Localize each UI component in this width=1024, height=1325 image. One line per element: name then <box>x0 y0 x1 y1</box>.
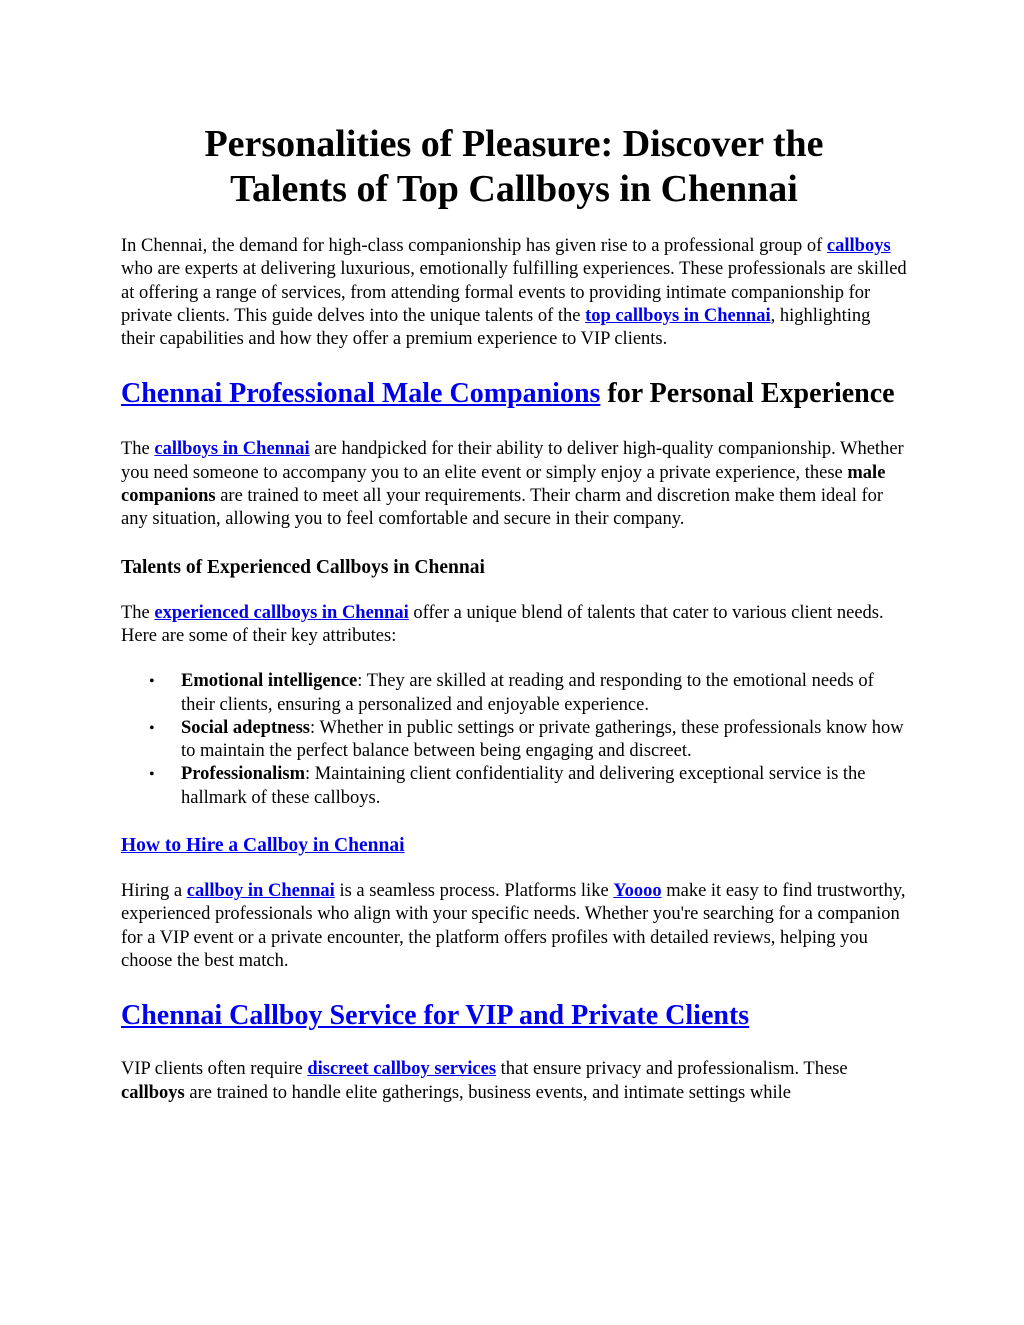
callboys-bold: callboys <box>121 1082 185 1103</box>
section4-text-1: VIP clients often require <box>121 1059 308 1080</box>
bullet-icon: • <box>149 719 155 737</box>
section4-text-2: that ensure privacy and professionalism. These <box>496 1059 848 1080</box>
section2-heading: Talents of Experienced Callboys in Chennai <box>121 556 485 578</box>
callboys-link[interactable]: callboys <box>826 236 891 256</box>
section1-heading <box>121 377 907 411</box>
list-item-text: : Maintaining client confidentiality and delivering exceptional service is the hallmark of these callboys. <box>181 764 866 808</box>
male-companions-bold: male companions <box>121 462 886 507</box>
yoooo-link[interactable]: Yoooo <box>613 881 662 902</box>
list-item <box>149 717 907 764</box>
page-title <box>121 122 907 212</box>
list-item-term: Emotional intelligence <box>181 671 358 692</box>
section3-text-2: is a seamless process. Platforms like <box>334 881 614 902</box>
section3-text-3: make it easy to find trustworthy, experienced professionals who align with your specific needs. Whether you're searching for a companion for a VIP event or a private encounter, the platform offers profiles with detailed reviews, helping you choose the best match. <box>121 881 906 971</box>
section4-text-3: are trained to handle elite gatherings, business events, and intimate settings while <box>184 1082 791 1103</box>
section1-text-1: The <box>121 439 155 460</box>
list-item-text: : They are skilled at reading and responding to the emotional needs of their clients, ensuring a personalized and enjoyable experience. <box>181 671 874 715</box>
section3-heading <box>121 834 907 858</box>
experienced-callboys-link[interactable]: experienced callboys in Chennai <box>154 602 409 623</box>
bullet-icon: • <box>149 766 155 784</box>
list-item-text: : Whether in public settings or private gatherings, these professionals know how to maintain the perfect balance between being engaging and discreet. <box>181 717 904 762</box>
list-item-term: Social adeptness <box>181 717 311 738</box>
intro-paragraph <box>121 235 907 351</box>
section1-heading-rest: for Personal Experience <box>600 378 895 410</box>
title-line-2: Talents of Top Callboys in Chennai <box>230 168 798 210</box>
section2-text-1: The <box>121 602 155 623</box>
how-to-hire-link[interactable]: How to Hire a Callboy in Chennai <box>121 835 405 857</box>
section1-paragraph <box>121 438 907 531</box>
callboy-in-chennai-link[interactable]: callboy in Chennai <box>186 881 335 902</box>
document-page <box>121 122 907 1105</box>
section2-paragraph <box>121 602 907 649</box>
section3-paragraph <box>121 880 907 973</box>
bullet-icon: • <box>149 673 155 691</box>
discreet-services-link[interactable]: discreet callboy services <box>307 1059 497 1080</box>
section1-text-2: are handpicked for their ability to deliver high-quality companionship. Whether you need someone to accompany you to an elite event or simply enjoy a private experience, these <box>121 439 904 483</box>
section3-text-1: Hiring a <box>121 881 187 902</box>
section4-paragraph <box>121 1058 907 1105</box>
list-item <box>149 763 907 810</box>
intro-text-2: who are experts at delivering luxurious, emotionally fulfilling experiences. These professionals are skilled at offering a range of services, from attending formal events to providing intimate companionship for private clients. This guide delves into the unique talents of the <box>121 259 907 326</box>
intro-text-1: In Chennai, the demand for high-class companionship has given rise to a professional group of <box>121 236 827 256</box>
male-companions-heading-link[interactable]: Chennai Professional Male Companions <box>121 378 601 410</box>
list-item-term: Professionalism <box>181 764 306 785</box>
top-callboys-link[interactable]: top callboys in Chennai <box>585 305 771 326</box>
list-item <box>149 670 907 717</box>
callboys-in-chennai-link[interactable]: callboys in Chennai <box>154 439 310 460</box>
section1-text-3: are trained to meet all your requirements. Their charm and discretion make them ideal for any situation, allowing you to feel comfortable and secure in their company. <box>121 486 884 530</box>
section4-heading <box>121 999 907 1033</box>
section2-text-2: offer a unique blend of talents that cater to various client needs. Here are some of their key attributes: <box>121 602 884 646</box>
intro-text-3: , highlighting their capabilities and how they offer a premium experience to VIP clients. <box>121 305 871 350</box>
attributes-list <box>121 670 907 810</box>
title-line-1: Personalities of Pleasure: Discover the <box>204 123 824 165</box>
vip-service-heading-link[interactable]: Chennai Callboy Service for VIP and Private Clients <box>121 1000 750 1032</box>
